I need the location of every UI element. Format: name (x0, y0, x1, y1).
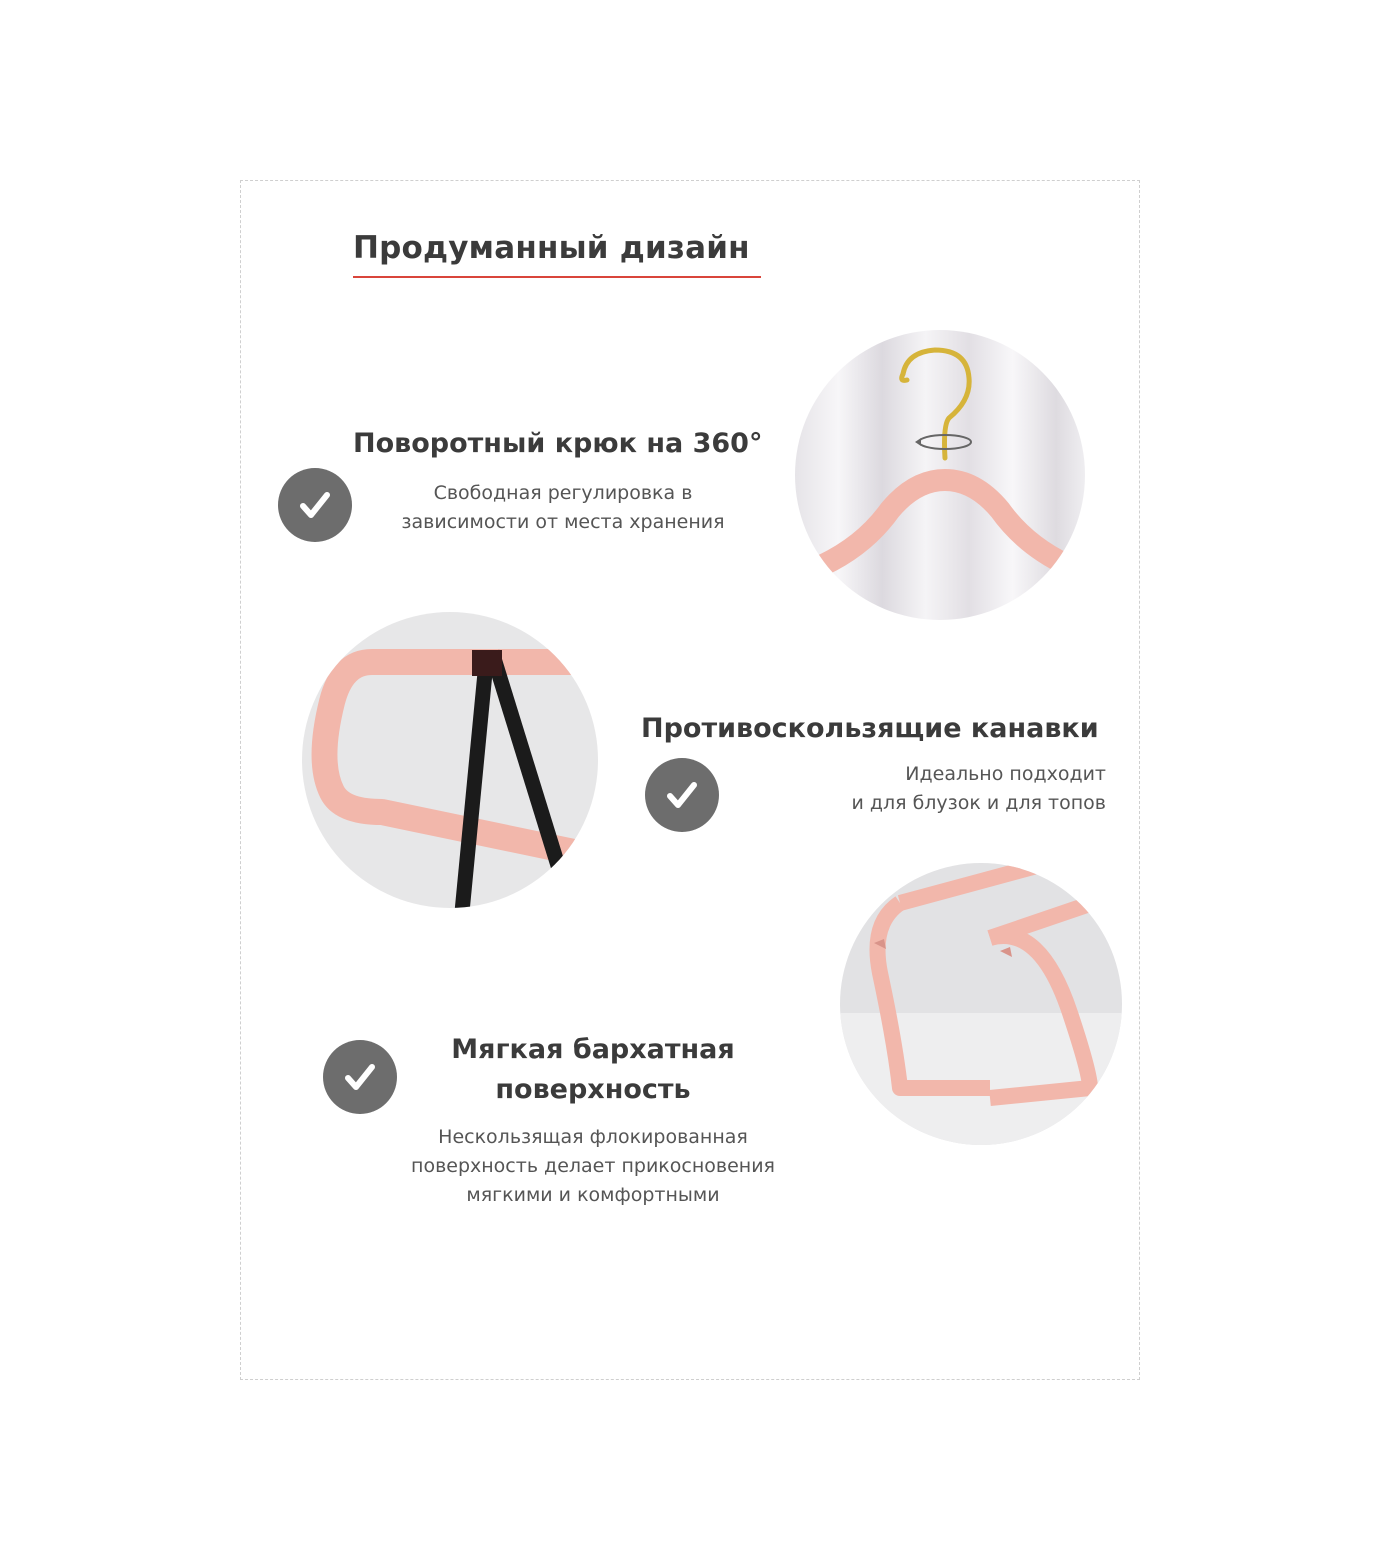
feature-desc-grooves (760, 760, 1106, 818)
feature-desc-line: Свободная регулировка в (433, 482, 693, 504)
feature-title-hook: Поворотный крюк на 360° (353, 428, 763, 459)
hanger-surface-photo (840, 863, 1122, 1145)
feature-title-surface (393, 1030, 793, 1110)
feature-title-grooves: Противоскользящие канавки (641, 713, 1099, 744)
feature-desc-surface (383, 1123, 803, 1210)
title-underline (353, 276, 761, 278)
hanger-strap-photo (302, 612, 598, 908)
check-icon (278, 468, 352, 542)
feature-desc-line: Идеально подходит (905, 763, 1106, 785)
feature-desc-line: и для блузок и для топов (851, 792, 1106, 814)
feature-title-line: Мягкая бархатная (451, 1034, 735, 1065)
check-icon (645, 758, 719, 832)
hanger-hook-photo (795, 330, 1085, 620)
feature-desc-line: мягкими и комфортными (466, 1184, 720, 1206)
page-title: Продуманный дизайн (353, 230, 750, 266)
feature-desc-line: Нескользящая флокированная (438, 1126, 748, 1148)
feature-desc-line: зависимости от места хранения (401, 511, 725, 533)
feature-desc-hook (383, 479, 743, 537)
check-icon (323, 1040, 397, 1114)
feature-desc-line: поверхность делает прикосновения (411, 1155, 775, 1177)
feature-title-line: поверхность (495, 1074, 691, 1105)
